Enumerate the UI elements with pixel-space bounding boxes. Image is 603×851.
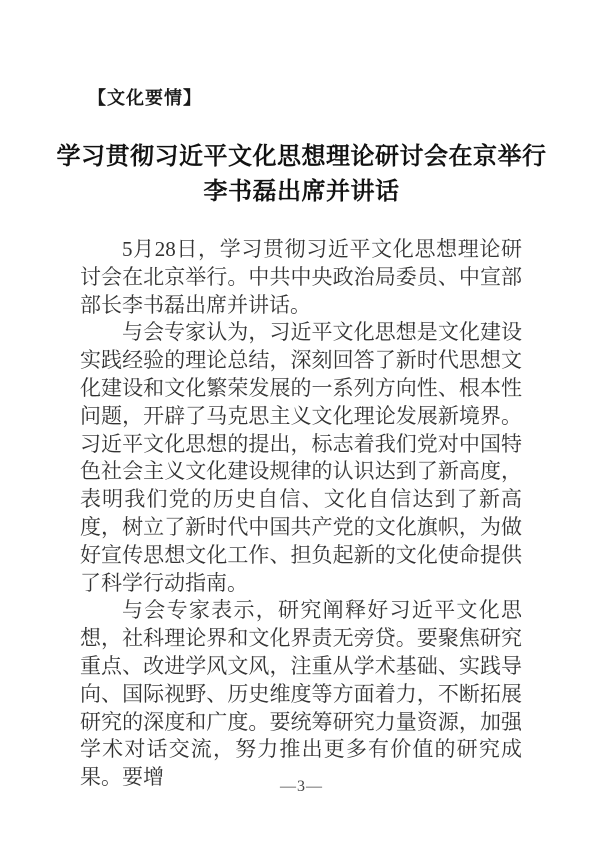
section-label: 【文化要情】 [88,88,202,108]
title-line-1: 学习贯彻习近平文化思想理论研讨会在京举行 [56,144,547,170]
body-text [80,236,522,792]
page-number: —3— [280,778,323,795]
paragraph-3: 与会专家表示，研究阐释好习近平文化思想，社科理论界和文化界责无旁贷。要聚焦研究重点、改进学风文风，注重从学术基础、实践导向、国际视野、历史维度等方面着力，不断拓展研究的深度和广度。要统筹研究力量资源，加强学术对话交流，努力推出更多有价值的研究成果。要增 [80,598,522,790]
paragraph-2: 与会专家认为，习近平文化思想是文化建设实践经验的理论总结，深刻回答了新时代思想文化建设和文化繁荣发展的一系列方向性、根本性问题，开辟了马克思主义文化理论发展新境界。习近平文化思想的提出，标志着我们党对中国特色社会主义文化建设规律的认识达到了新高度，表明我们党的历史自信、文化自信达到了新高度，树立了新时代中国共产党的文化旗帜，为做好宣传思想文化工作、担负起新的文化使命提供了科学行动指南。 [80,320,522,595]
title-line-2: 李书磊出席并讲话 [203,179,400,205]
paragraph-1: 5月28日，学习贯彻习近平文化思想理论研讨会在北京举行。中共中央政治局委员、中宣部部长李书磊出席并讲话。 [80,237,522,317]
document-title [40,140,563,210]
